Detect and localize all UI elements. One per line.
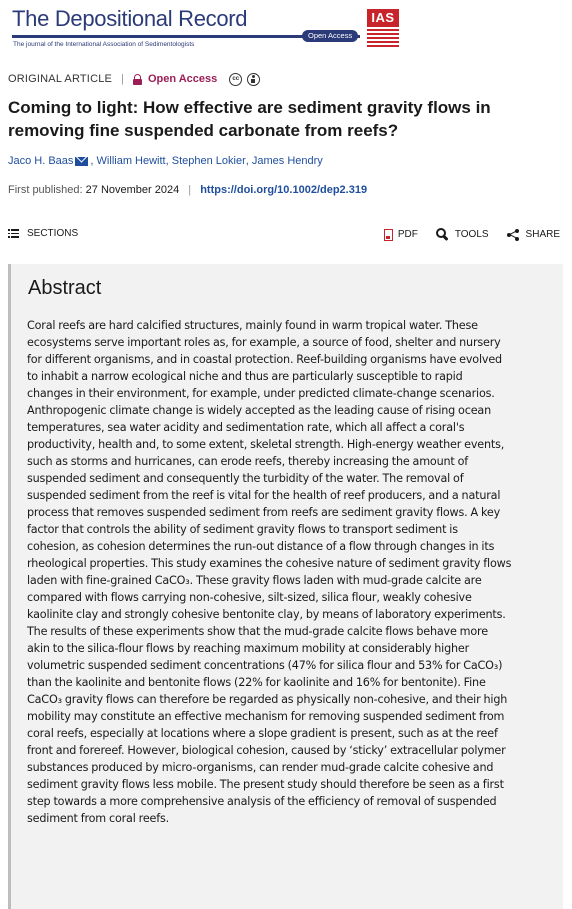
abstract-line: compared with flows carrying non-cohesive, silt-sized, silica flour, weakly cohesive: [27, 591, 472, 605]
author-separator: ,: [165, 155, 172, 167]
author-link[interactable]: William Hewitt: [96, 155, 166, 167]
cc-icon[interactable]: cc: [229, 73, 242, 86]
abstract-section: [8, 264, 563, 909]
tools-label: TOOLS: [454, 229, 489, 240]
abstract-line: factor that controls the ability of sediment gravity flows to transport sediment is: [27, 523, 458, 537]
sections-button[interactable]: [8, 228, 78, 239]
abstract-line: front and forereef. However, biological cohesion, caused by ‘sticky’ extracellular polymer: [27, 744, 506, 758]
abstract-line: The results of these experiments show that the mud-grade calcite flows behave more: [27, 625, 488, 639]
author-link[interactable]: James Hendry: [251, 155, 323, 167]
abstract-line: akin to the silica-flour flows by reaching maximum mobility at considerably higher: [27, 642, 470, 656]
author-list: [8, 155, 323, 167]
abstract-line: productivity, health and, to some extent, skeletal strength. High-energy weather events,: [27, 438, 505, 452]
abstract-line: Anthropogenic climate change is widely accepted as the leading cause of rising ocean: [27, 404, 491, 418]
journal-masthead[interactable]: [0, 0, 572, 58]
article-toolbar: [0, 228, 572, 246]
journal-subtitle: The journal of the International Association of Sedimentologists: [13, 41, 195, 48]
abstract-line: substances produced by micro-organisms, can render mud-grade calcite cohesive and: [27, 761, 494, 775]
abstract-line: for different organisms, and in coastal protection. Reef-building organisms have evolved: [27, 353, 502, 367]
list-icon: [8, 229, 19, 238]
abstract-line: sediment from coral reefs.: [27, 812, 170, 826]
abstract-line: to inhabit a narrow ecological niche and thus are particularly susceptible to rapid: [27, 370, 463, 384]
publication-info: [8, 184, 367, 196]
pdf-icon: [384, 229, 393, 241]
wrench-icon: [436, 228, 449, 241]
article-meta-row: [8, 71, 260, 87]
open-access-pill: Open Access: [302, 30, 358, 42]
abstract-line: Coral reefs are hard calcified structures, mainly found in warm tropical water. These: [27, 319, 478, 332]
article-type: ORIGINAL ARTICLE: [8, 73, 113, 85]
author-separator: ,: [90, 155, 97, 167]
sections-label: SECTIONS: [27, 228, 79, 239]
ias-logo[interactable]: [367, 9, 399, 49]
abstract-line: such as storms and hurricanes, can erode reefs, thereby increasing the amount of: [27, 455, 469, 469]
abstract-line: than the kaolinite and bentonite flows (22% for kaolinite and 16% for bentonite). Fine: [27, 676, 486, 690]
abstract-line: volumetric suspended sediment concentrations (47% for silica flour and 53% for CaCO₃): [27, 659, 503, 673]
open-access-label[interactable]: Open Access: [147, 73, 218, 85]
doi-link[interactable]: https://doi.org/10.1002/dep2.319: [200, 184, 368, 196]
first-published-date: 27 November 2024: [85, 184, 180, 196]
abstract-line: coral reefs, especially at locations where a slope gradient is present, such as at the reef: [27, 727, 498, 741]
open-lock-icon: [133, 74, 142, 85]
abstract-line: ecosystems serve important roles as, for example, a source of food, shelter and nursery: [27, 336, 501, 350]
ias-logo-stripes: [367, 29, 399, 49]
by-icon[interactable]: [247, 73, 260, 86]
abstract-line: rheological properties. This study examines the cohesive nature of sediment gravity flows: [27, 557, 512, 571]
abstract-line: process that removes suspended sediment from reefs are sediment gravity flows. A key: [27, 506, 501, 520]
author-link[interactable]: Stephen Lokier: [171, 155, 246, 167]
abstract-line: temperatures, sea water acidity and sedimentation rate, which all affect a coral's: [27, 421, 465, 435]
abstract-heading: Abstract: [28, 277, 102, 299]
first-published-label: First published:: [8, 184, 83, 196]
abstract-line: CaCO₃ gravity flows can therefore be regarded as physically non-cohesive, and their high: [27, 693, 508, 707]
ias-logo-text: IAS: [367, 9, 399, 27]
abstract-line: cohesion, as cohesion determines the run-out distance of a flow through changes in its: [27, 540, 495, 554]
journal-title[interactable]: The Depositional Record: [12, 6, 248, 31]
toolbar-actions: [366, 228, 560, 241]
pdf-label: PDF: [397, 229, 418, 240]
pdf-button[interactable]: [384, 229, 418, 241]
author-separator: ,: [245, 155, 252, 167]
share-label: SHARE: [525, 229, 560, 240]
abstract-body: [27, 317, 558, 827]
author-link[interactable]: Jaco H. Baas: [8, 155, 74, 167]
abstract-line: step towards a more comprehensive analysis of the efficiency of removal of suspended: [27, 795, 497, 809]
abstract-line: suspended sediment from the reef is vital for the health of reef producers, and a natural: [27, 489, 501, 503]
abstract-line: suspended sediment and consequently the turbidity of the water. The removal of: [27, 472, 464, 486]
separator: |: [121, 73, 124, 85]
separator: |: [188, 184, 192, 196]
abstract-line: changes in their environment, for example, under predicted climate-change scenarios.: [27, 387, 495, 401]
article-title: Coming to light: How effective are sediment gravity flows in removing fine suspended carbonate from reefs?: [8, 98, 491, 140]
abstract-line: sediment gravity flows less mobile. The present study should therefore be seen as a first: [27, 778, 504, 792]
share-icon: [507, 229, 519, 241]
mail-icon[interactable]: [75, 157, 88, 166]
share-button[interactable]: [507, 229, 560, 241]
abstract-line: kaolinite clay and strongly cohesive bentonite clay, by means of laboratory experiments.: [27, 608, 506, 622]
tools-button[interactable]: [436, 228, 489, 241]
abstract-line: mobility may constitute an effective mechanism for removing suspended sediment from: [27, 710, 505, 724]
abstract-line: laden with fine-grained CaCO₃. These gravity flows laden with mud-grade calcite are: [27, 574, 482, 588]
